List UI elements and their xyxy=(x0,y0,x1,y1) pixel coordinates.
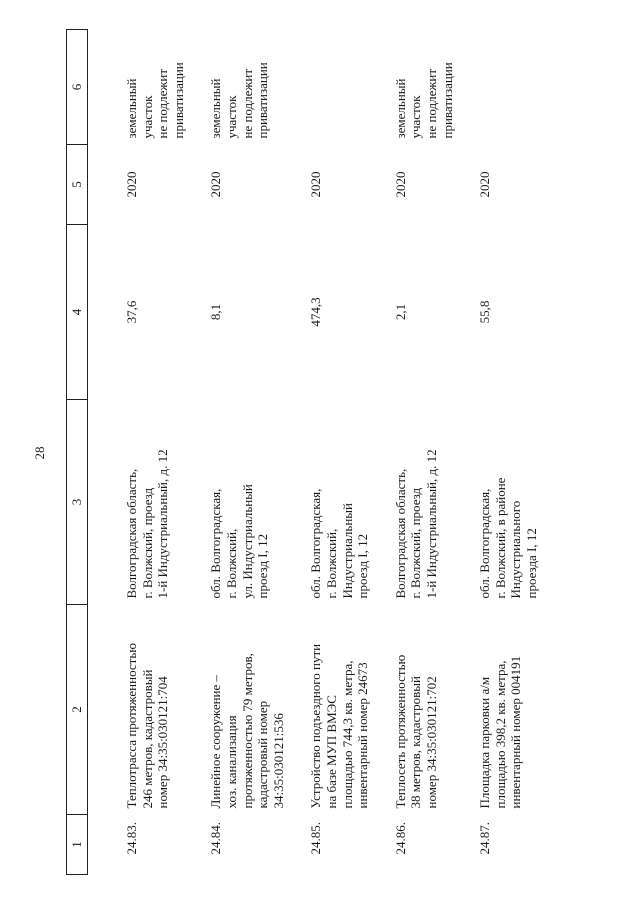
object-note-line: не подлежит xyxy=(423,68,439,139)
object-note-line: не подлежит xyxy=(239,68,255,139)
object-address-line: г. Волжский, xyxy=(223,528,239,599)
object-address-line: проезд I, 12 xyxy=(355,533,371,599)
object-address-line: Волгоградская область, xyxy=(392,468,408,599)
object-name xyxy=(186,605,286,815)
object-address xyxy=(455,400,539,605)
column-header-1: 1 xyxy=(67,815,88,875)
object-note-line: приватизации xyxy=(255,62,271,139)
object-name-line: Теплосеть протяженностью xyxy=(392,654,408,809)
object-address xyxy=(186,400,286,605)
row-number: 24.85. xyxy=(308,822,324,855)
object-area: 8,1 xyxy=(208,303,224,321)
object-address-line: Индустриальный xyxy=(339,503,355,599)
object-name-line: 34:35:030121:536 xyxy=(270,713,286,809)
object-address xyxy=(88,400,187,605)
object-name-line: площадью 398,2 кв. метра, xyxy=(492,660,508,809)
object-note-line: приватизации xyxy=(439,62,455,139)
object-area: 55,8 xyxy=(477,300,493,324)
object-address-line: ул. Индустриальный xyxy=(239,484,255,599)
object-address-line: проезд I, 12 xyxy=(255,533,271,599)
object-year: 2020 xyxy=(477,171,493,198)
object-year: 2020 xyxy=(308,171,324,198)
row-number: 24.83. xyxy=(124,822,139,855)
object-note-line: земельный xyxy=(392,78,408,139)
object-name-line: на базе МУП ВМЭС xyxy=(323,695,339,809)
object-address-line: г. Волжский, проезд xyxy=(139,487,155,599)
object-year: 2020 xyxy=(208,171,224,198)
object-address-line: обл. Волгоградская, xyxy=(308,488,324,599)
object-note-line: земельный xyxy=(124,78,139,139)
object-name-line: Площадка парковки а/м xyxy=(477,676,493,809)
object-area: 2,1 xyxy=(392,303,408,321)
table-row xyxy=(371,30,455,875)
object-name xyxy=(88,605,187,815)
object-address-line: Волгоградская область, xyxy=(124,468,139,599)
object-year: 2020 xyxy=(392,171,408,198)
object-area: 474,3 xyxy=(308,297,324,327)
object-note xyxy=(88,30,187,145)
object-note xyxy=(371,30,455,145)
object-address-line: Индустриального xyxy=(508,500,524,599)
object-note xyxy=(186,30,286,145)
object-name-line: Устройство подъездного пути xyxy=(308,643,324,809)
object-address-line: г. Волжский, проезд xyxy=(408,487,424,599)
object-note-line: участок xyxy=(408,95,424,139)
object-note xyxy=(286,30,370,145)
object-name xyxy=(371,605,455,815)
object-name-line: инвентарный номер 004191 xyxy=(508,655,524,809)
row-number: 24.86. xyxy=(392,822,408,855)
row-number: 24.84. xyxy=(208,822,224,855)
object-name-line: кадастровый номер xyxy=(255,700,271,809)
object-note xyxy=(455,30,539,145)
object-name xyxy=(455,605,539,815)
object-name-line: Теплотрасса протяженностью xyxy=(124,642,139,809)
column-number-header-row xyxy=(67,30,88,875)
object-name-line: хоз. канализация xyxy=(223,715,239,809)
object-name-line: 246 метров, кадастровый xyxy=(139,669,155,809)
object-note-line: приватизации xyxy=(170,62,186,139)
object-note-line: земельный xyxy=(208,78,224,139)
page-number: 28 xyxy=(32,446,47,460)
object-address-line: г. Волжский, в районе xyxy=(492,477,508,599)
object-address xyxy=(371,400,455,605)
object-address-line: 1-й Индустриальный, д. 12 xyxy=(423,449,439,599)
object-name xyxy=(286,605,370,815)
column-header-4: 4 xyxy=(67,225,88,400)
object-note-line: не подлежит xyxy=(155,68,171,139)
row-number: 24.87. xyxy=(477,822,493,855)
column-header-3: 3 xyxy=(67,400,88,605)
column-header-2: 2 xyxy=(67,605,88,815)
object-address-line: обл. Волгоградская, xyxy=(208,488,224,599)
object-note-line: участок xyxy=(139,95,155,139)
object-address-line: г. Волжский, xyxy=(323,528,339,599)
object-address xyxy=(286,400,370,605)
object-area: 37,6 xyxy=(124,300,139,324)
object-address-line: 1-й Индустриальный, д. 12 xyxy=(155,449,171,599)
table-row xyxy=(455,30,539,875)
object-address-line: обл. Волгоградская, xyxy=(477,488,493,599)
property-table xyxy=(66,29,539,875)
object-name-line: протяженностью 79 метров, xyxy=(239,653,255,809)
object-name-line: номер 34:35:030121:704 xyxy=(155,676,171,809)
object-name-line: инвентарный номер 24673 xyxy=(355,662,371,809)
table-row xyxy=(286,30,370,875)
object-name-line: площадью 744,3 кв. метра, xyxy=(339,660,355,809)
object-address-line: проезда I, 12 xyxy=(523,528,539,599)
table-row xyxy=(88,30,187,875)
object-name-line: номер 34:35:030121:702 xyxy=(423,676,439,809)
object-name-line: Линейное сооружение – xyxy=(208,674,224,809)
object-name-line: 38 метров, кадастровый xyxy=(408,676,424,809)
table-row xyxy=(186,30,286,875)
column-header-6: 6 xyxy=(67,30,88,145)
rotated-table-container xyxy=(66,30,539,875)
object-note-line: участок xyxy=(223,95,239,139)
object-year: 2020 xyxy=(124,171,139,198)
column-header-5: 5 xyxy=(67,145,88,225)
